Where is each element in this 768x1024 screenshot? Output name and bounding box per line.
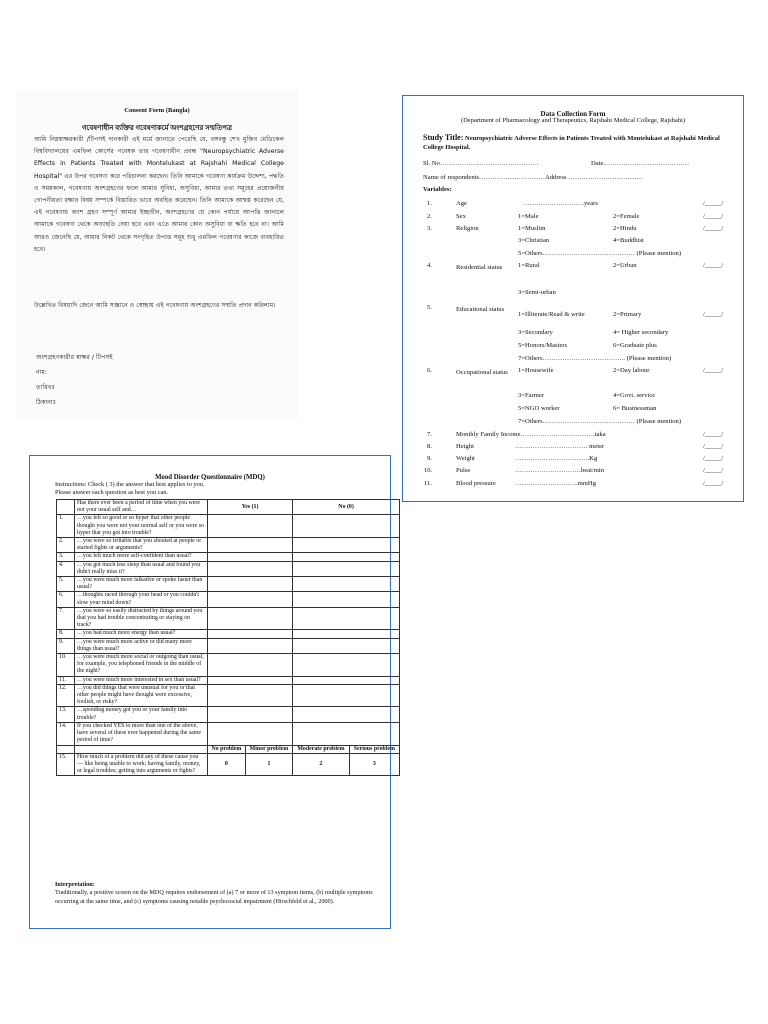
answer-box[interactable]: /_____/: [703, 480, 724, 487]
question-cell: …thoughts raced through your head or you couldn't slow your mind down?: [75, 592, 208, 607]
question-cell: …you were much more active or did many more things than usual?: [75, 638, 208, 653]
option: 2=Primary: [613, 311, 642, 318]
num-cell: 15.: [57, 753, 75, 776]
question-cell: Has there ever been a period of time when you were not your usual self and…: [75, 500, 208, 515]
severity-label: No problem: [208, 745, 246, 753]
table-row: [57, 654, 400, 677]
yes-checkbox[interactable]: [208, 592, 293, 607]
consent-paragraph-2: উল্লেখিত বিষয়াদি জেনে আমি সজ্ঞানে ও স্বেচ্ছায় এই গবেষণায় অংশগ্রহণের সম্মতি প্রদান করিলাম।: [34, 302, 276, 309]
question-cell: …spending money got you or your family into trouble?: [75, 707, 208, 722]
yes-checkbox[interactable]: [208, 722, 293, 745]
variables-heading: Variables:: [423, 186, 452, 193]
consent-address-label: ঠিকানাঃ: [36, 399, 56, 406]
severity-option[interactable]: 3: [349, 753, 399, 776]
no-checkbox[interactable]: [293, 538, 400, 553]
question-cell: …you were much more interested in sex than usual?: [75, 676, 208, 684]
yes-header: Yes (1): [208, 500, 293, 515]
dcf-department: (Department of Pharmacology and Therapeutics, Rajshahi Medical College, Rajshahi): [460, 117, 686, 124]
option: 3=Christian: [518, 237, 550, 244]
severity-option[interactable]: 0: [208, 753, 246, 776]
instruction-line: Please answer each question as best you can.: [55, 489, 168, 496]
yes-checkbox[interactable]: [208, 538, 293, 553]
table-row: [57, 553, 400, 561]
option: 6=Graduate plus: [613, 342, 657, 349]
num-cell: 1.: [57, 515, 75, 538]
table-row: [57, 577, 400, 592]
interpretation-title: Interpretation:: [55, 881, 95, 888]
question-cell: …you were so irritable that you shouted at people or started fights or arguments?: [75, 538, 208, 553]
yes-checkbox[interactable]: [208, 707, 293, 722]
yes-checkbox[interactable]: [208, 638, 293, 653]
answer-box[interactable]: /_____/: [703, 367, 724, 374]
answer-box[interactable]: /_____/: [703, 455, 724, 462]
no-checkbox[interactable]: [293, 607, 400, 630]
question-cell: …you were much more talkative or spoke faster than usual?: [75, 577, 208, 592]
severity-label: Serious problem: [349, 745, 399, 753]
row-number: 6.: [427, 367, 432, 374]
study-title-text: Neuropsychiatric Adverse Effects in Patients Treated with Montelukast at Rajshahi Medical College Hospital.: [423, 135, 720, 151]
yes-checkbox[interactable]: [208, 515, 293, 538]
row-number: 10.: [424, 467, 433, 474]
severity-label: Minor problem: [245, 745, 292, 753]
row-label: Age: [456, 200, 467, 207]
consent-date-label: তারিখঃ: [36, 384, 55, 391]
consent-paragraph-1: আমি নিম্নস্বাক্ষরকারী /টিপসই দানকারী এই মর্মে জানাতে পেরেছি যে, বঙ্গবন্ধু শেখ মুজিব মেডিকেল বিশ্ববিদ্যালয়ের এমফিল কোর্সের গবেষক তার গবেষণাধীন প্রবন্ধ "Neuropsychiatric Adverse Effects in Patients Treated with Montelukast at Rajshahi Medical College Hospital" এর উপর গবেষণা করে পরিচালনা করছেন। তিনি আমাকে গবেষণা কার্যক্রম উদ্দেশ্য, পদ্ধতি ও সময়কাল, গবেষণায় অংশগ্রহণের ফলে আমার সুবিধা, অসুবিধা, আমার তথ্য সমূহের প্রয়োজনীয় গোপনীয়তা রক্ষার বিষয় সম্পর্কে বিস্তারিত ভাবে অবহিত করেছেন। তিনি আমাকে আশ্বস্ত করেছেন যে, এই গবেষণায় অংশ গ্রহণ সম্পূর্ণ আমার ইচ্ছাধীন, অংশগ্রহণের যে কোন পর্যায়ে আপত্তি জানালে আমাকে গবেষণা থেকে অব্যাহতি দেয়া হবে এবং এতে আমার কোন অসুবিধা বা ক্ষতি হবে না। আমি আরও জেনেছি যে, আমার নিকট থেকে সংগৃহিত উপাত্ত সমূহ শুধু এমফিল গবেষণার কাজে ব্যবহারিত হবে।: [34, 136, 284, 253]
yes-checkbox[interactable]: [208, 553, 293, 561]
row-number: 1.: [427, 200, 432, 207]
mdq-title: Mood Disorder Questionnaire (MDQ): [155, 474, 265, 481]
no-checkbox[interactable]: [293, 577, 400, 592]
row-label: Religion: [456, 225, 479, 232]
option: 6= Businessman: [613, 405, 657, 412]
pulse-field[interactable]: …………………………beat/min: [515, 467, 605, 474]
table-row: [57, 607, 400, 630]
blood-pressure-field[interactable]: ………………………..mmHg: [515, 480, 596, 487]
no-checkbox[interactable]: [293, 592, 400, 607]
question-cell: How much of a problem did any of these cause you — like being unable to work; having family, money, or legal troubles; getting into arguments or fights?: [75, 753, 208, 776]
question-cell: …you were so easily distracted by things around you that you had trouble concentrating or staying on track?: [75, 607, 208, 630]
table-header-row: [57, 500, 400, 515]
yes-checkbox[interactable]: [208, 630, 293, 638]
row-number: 8.: [427, 443, 432, 450]
num-cell: 14.: [57, 722, 75, 745]
yes-checkbox[interactable]: [208, 654, 293, 677]
answer-box[interactable]: /_____/: [703, 311, 724, 318]
respondent-field[interactable]: Name of respondents…………………………Address …………………………….: [423, 174, 643, 181]
answer-box[interactable]: /_____/: [703, 200, 724, 207]
row-number: 7.: [427, 431, 432, 438]
data-collection-form-panel: [402, 95, 744, 502]
consent-title: Consent Form (Bangla): [124, 107, 190, 114]
row-label: Educational status: [456, 306, 505, 313]
row-number: 9.: [427, 455, 432, 462]
num-cell: 10.: [57, 654, 75, 677]
option: 7=Others…………………………………… (Please mention): [518, 418, 682, 425]
question-cell: …you were much more social or outgoing than usual, for example, you telephoned friends in the middle of the night?: [75, 654, 208, 677]
num-cell: 3.: [57, 553, 75, 561]
table-row: [57, 592, 400, 607]
option: 4=Buddhist: [613, 237, 644, 244]
no-checkbox[interactable]: [293, 638, 400, 653]
table-row: [57, 561, 400, 576]
interpretation: [55, 881, 375, 906]
mdq-table: [56, 499, 400, 776]
mdq-panel: [29, 455, 395, 929]
option: 2=Hindu: [613, 225, 637, 232]
row-number: 11.: [424, 480, 432, 487]
yes-checkbox[interactable]: [208, 577, 293, 592]
consent-subtitle: গবেষণাধীন ব্যক্তির গবেষণাকর্মে অংশগ্রহণের সম্মতিপত্র: [81, 124, 233, 132]
no-checkbox[interactable]: [293, 722, 400, 745]
option: 2=Day labour: [613, 367, 650, 374]
option: 1=Illiterate/Read & write: [518, 311, 585, 318]
row-number: 2.: [427, 213, 432, 220]
num-cell: 11.: [57, 676, 75, 684]
option: 5=Others…………………………………… (Please mention): [518, 250, 682, 257]
table-row: [57, 753, 400, 776]
question-cell: …you did things that were unusual for you or that other people might have thought were excessive, foolish, or risky?: [75, 684, 208, 707]
table-row: [57, 515, 400, 538]
mdq-instructions: [55, 481, 205, 497]
yes-checkbox[interactable]: [208, 676, 293, 684]
option: 1=Male: [518, 213, 539, 220]
severity-label: Moderate problem: [293, 745, 350, 753]
table-row: [57, 676, 400, 684]
num-cell: 12.: [57, 684, 75, 707]
answer-box[interactable]: /_____/: [703, 262, 724, 269]
option: 1=Rural: [518, 262, 540, 269]
row-label: Sex: [456, 213, 466, 220]
interpretation-text: Traditionally, a positive screen on the MDQ requires endorsement of (a) 7 or more of 13 symptom items, (b) multiple symptoms occurring at the same time, and (c) symptoms causing notable psychosocial impairment (Hirschfeld et al., 2000).: [55, 889, 373, 905]
option: 2=Urban: [613, 262, 637, 269]
question-cell: …you had much more energy than usual?: [75, 630, 208, 638]
severity-option[interactable]: 2: [293, 753, 350, 776]
num-cell: [57, 500, 75, 515]
num-cell: 6.: [57, 592, 75, 607]
question-cell: [75, 745, 208, 753]
yes-checkbox[interactable]: [208, 607, 293, 630]
row-label: Weight: [456, 455, 475, 462]
row-number: 5.: [427, 304, 432, 311]
income-field[interactable]: Monthly Family Income…………………………….taka: [456, 431, 606, 438]
no-checkbox[interactable]: [293, 684, 400, 707]
option: 1=Housewife: [518, 367, 554, 374]
date-field[interactable]: Date…………………………………: [591, 160, 690, 167]
num-cell: [57, 745, 75, 753]
row-label: Blood pressure: [456, 480, 496, 487]
answer-box[interactable]: /_____/: [703, 443, 724, 450]
yes-checkbox[interactable]: [208, 561, 293, 576]
question-cell: If you checked YES to more than one of the above, have several of these ever happened during the same period of time?: [75, 722, 208, 745]
height-field[interactable]: …………………………… meter: [515, 443, 605, 450]
yes-checkbox[interactable]: [208, 684, 293, 707]
no-checkbox[interactable]: [293, 561, 400, 576]
answer-box[interactable]: /_____/: [703, 213, 724, 220]
num-cell: 5.: [57, 577, 75, 592]
no-checkbox[interactable]: [293, 654, 400, 677]
serial-number-field[interactable]: Sl. No………………………………………: [423, 160, 539, 167]
num-cell: 8.: [57, 630, 75, 638]
age-field[interactable]: ……………………….years: [523, 200, 598, 207]
option: 2=Female: [613, 213, 640, 220]
answer-box[interactable]: /_____/: [703, 467, 724, 474]
severity-header-row: [57, 745, 400, 753]
table-row: [57, 707, 400, 722]
num-cell: 2.: [57, 538, 75, 553]
dcf-title: Data Collection Form: [540, 110, 606, 118]
option: 4= Higher secondary: [613, 329, 669, 336]
option: 3=Farmer: [518, 392, 545, 399]
consent-name-label: নাম:: [36, 369, 48, 376]
row-number: 3.: [427, 225, 432, 232]
no-checkbox[interactable]: [293, 707, 400, 722]
consent-signature-label: অংশগ্রহণকারীর স্বাক্ষর / টিপসই: [36, 354, 113, 361]
option: 1=Muslim: [518, 225, 546, 232]
option: 5=NGO worker: [518, 405, 560, 412]
row-label: Residential status: [456, 264, 503, 271]
no-checkbox[interactable]: [293, 553, 400, 561]
table-row: [57, 684, 400, 707]
consent-form-panel: [16, 90, 298, 420]
question-cell: …you got much less sleep than usual and found you didn't really miss it?: [75, 561, 208, 576]
option: 3=Semi-urban: [518, 289, 556, 296]
row-label: Height: [456, 443, 474, 450]
option: 5=Honors/Masters: [518, 342, 568, 349]
no-header: No (0): [293, 500, 400, 515]
table-row: [57, 722, 400, 745]
question-cell: …you felt so good or so hyper that other people thought you were not your normal self or you were so hyper that you got into trouble?: [75, 515, 208, 538]
option: 7=Others……………………………….. (Please mention): [518, 355, 672, 362]
study-title-label: Study Title:: [423, 133, 464, 142]
table-row: [57, 538, 400, 553]
num-cell: 9.: [57, 638, 75, 653]
row-label: Pulse: [456, 467, 471, 474]
option: 4=Govt. service: [613, 392, 656, 399]
no-checkbox[interactable]: [293, 515, 400, 538]
dcf-study-title: [423, 133, 733, 152]
num-cell: 13.: [57, 707, 75, 722]
answer-box[interactable]: /_____/: [703, 431, 724, 438]
no-checkbox[interactable]: [293, 630, 400, 638]
question-cell: …you felt much more self-confident than usual?: [75, 553, 208, 561]
num-cell: 4.: [57, 561, 75, 576]
option: 3=Secondary: [518, 329, 553, 336]
no-checkbox[interactable]: [293, 676, 400, 684]
row-number: 4.: [427, 262, 432, 269]
severity-option[interactable]: 1: [245, 753, 292, 776]
instruction-line: Instructions: Check ( 3) the answer that best applies to you.: [55, 481, 205, 488]
row-label: Occupational status: [456, 369, 508, 376]
table-row: [57, 638, 400, 653]
num-cell: 7.: [57, 607, 75, 630]
answer-box[interactable]: /_____/: [703, 225, 724, 232]
weight-field[interactable]: …………………………….Kg: [515, 455, 598, 462]
table-row: [57, 630, 400, 638]
